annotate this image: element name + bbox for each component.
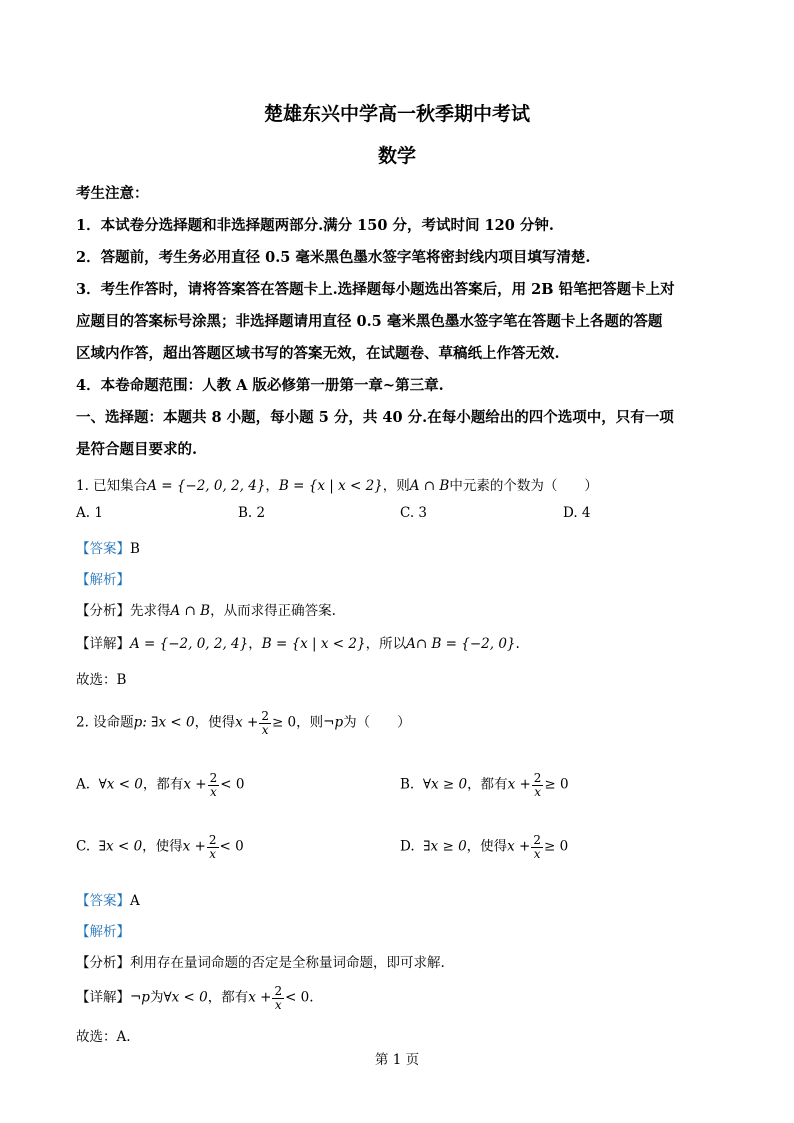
q1-answer-label: 【答案】 [76,541,130,557]
notice-item-3-cont-1: 应题目的答案标号涂黑；非选择题请用直径 0.5 毫米黑色墨水签字笔在答题卡上各题的答题 [76,313,663,330]
q2-detail-frac-den: x [274,997,282,1012]
q2-option-d-frac-num: 2 [533,833,542,847]
q1-answer-value: B [130,541,140,557]
q1-fenxi [76,599,336,619]
q2-option-c-lhs: x + [182,838,206,855]
q2-option-d [400,834,568,860]
q2-detail-mid: ，都有 [207,989,249,1006]
q2-option-b [400,772,569,798]
q2-analysis-label: 【解析】 [76,924,130,940]
q2-fraction [259,710,271,736]
q1-sep: ， [265,478,279,494]
q1-detail-a: A = {−2, 0, 2, 4} [130,636,249,652]
q1-suffix: 中元素的个数为（ ） [449,478,598,494]
q1-fenxi-b: ，从而求得正确答案. [210,603,336,619]
q2-option-a-mid: ，都有 [142,776,184,793]
q2-answer [76,889,140,909]
q2-option-d-rhs: ≥ 0 [544,838,569,855]
q2-condition: : ∃x < 0 [142,714,195,731]
q2-detail-fraction [272,985,284,1011]
q2-option-c-frac-num: 2 [208,833,217,847]
q2-mid: ，使得 [194,714,236,731]
q1-set-b: B = {x | x < 2} [278,478,383,494]
q2-tail-a: ，则 [296,714,324,731]
notice-item-2: 2．答题前，考生务必用直径 0.5 毫米黑色墨水签字笔将密封线内项目填写清楚. [76,249,591,266]
q2-option-c-label: C. [76,838,91,855]
notice-item-3: 3．考生作答时，请将答案答在答题卡上.选择题每小题选出答案后，用 2B 铅笔把答题卡上对 [76,281,675,298]
q1-option-d: D. 4 [563,505,591,521]
question-2 [76,710,411,736]
q2-option-c [76,834,244,860]
q2-option-b-lhs: x + [507,776,531,793]
q2-detail-label: 【详解】 [76,989,130,1006]
q2-option-d-label: D. [400,838,415,855]
q2-detail-notp: ¬p [130,989,150,1006]
section-heading-line-2: 是符合题目要求的. [76,441,198,458]
q2-option-a-frac-num: 2 [209,771,218,785]
q1-fenxi-expr: A ∩ B [170,603,211,619]
q2-option-d-mid: ，使得 [466,838,508,855]
q2-option-b-rhs: ≥ 0 [544,776,569,793]
q2-option-a-quantifier: ∀x < 0 [98,776,143,793]
q2-option-a-frac-den: x [210,784,217,799]
q2-notp: ¬p [323,714,344,731]
question-1 [76,474,598,494]
q1-set-a: A = {−2, 0, 2, 4} [147,478,266,494]
q2-option-d-frac-den: x [533,846,541,861]
q2-frac-num: 2 [261,709,269,723]
q2-expr-rhs: ≥ 0 [271,714,297,731]
q2-option-d-quantifier: ∃x ≥ 0 [423,838,467,855]
q1-detail-b: B = {x | x < 2} [261,636,366,652]
q2-option-a [76,772,244,798]
q2-option-d-lhs: x + [507,838,531,855]
q2-fenxi-label: 【分析】 [76,955,130,971]
q2-detail-quantifier: ∀x < 0 [163,989,208,1006]
notice-item-3-cont-2: 区域内作答，超出答题区域书写的答案无效，在试题卷、草稿纸上作答无效. [76,345,560,362]
exam-title: 楚雄东兴中学高一秋季期中考试 [263,103,530,125]
q2-option-b-quantifier: ∀x ≥ 0 [422,776,468,793]
q2-option-c-rhs: < 0 [219,838,244,855]
q2-choose: 故选：A. [76,1029,131,1045]
q2-option-b-frac-den: x [534,784,541,799]
q1-fenxi-a: 先求得 [130,603,171,619]
q2-fenxi-text: 利用存在量词命题的否定是全称量词命题，即可求解. [130,955,445,971]
exam-subject: 数学 [377,145,416,167]
q1-detail [76,632,520,652]
q2-detail-end: . [309,989,314,1006]
q2-detail [76,985,314,1011]
q2-option-c-mid: ，使得 [142,838,183,855]
q2-option-c-fraction [207,834,219,860]
q1-prefix: 1. 已知集合 [76,478,148,494]
notice-heading: 考生注意： [76,185,149,202]
q2-expr-lhs: x + [235,714,259,731]
q1-intersection: A ∩ B [409,478,450,494]
q2-detail-a: 为 [149,989,164,1006]
q2-prefix: 2. 设命题 [76,714,134,731]
q2-option-a-fraction [208,772,220,798]
q1-detail-sep: ， [248,636,262,652]
q2-detail-lhs: x + [248,989,272,1006]
q2-option-b-frac-num: 2 [533,771,542,785]
q1-answer [76,537,140,557]
section-heading-line-1: 一、选择题：本题共 8 小题，每小题 5 分，共 40 分.在每小题给出的四个选项中，只有一项 [76,409,674,426]
q2-frac-den: x [261,722,269,737]
q1-middle: ，则 [382,478,410,494]
q1-option-a: A. 1 [76,505,103,521]
q2-answer-value: A [130,893,140,909]
q1-analysis-label: 【解析】 [76,572,130,588]
page-number: 第 1 页 [374,1052,420,1068]
q2-tail-b: 为（ ） [343,714,411,731]
q2-option-b-fraction [532,772,544,798]
notice-item-1: 1．本试卷分选择题和非选择题两部分.满分 150 分，考试时间 120 分钟. [76,217,554,234]
q2-option-b-label: B. [400,776,415,793]
q2-option-c-quantifier: ∃x < 0 [98,838,143,855]
q1-detail-c: A∩ B = {−2, 0} [406,636,516,652]
q2-option-b-mid: ，都有 [467,776,508,793]
q1-fenxi-label: 【分析】 [76,603,130,619]
q2-p: p [133,714,143,731]
q2-option-a-lhs: x + [183,776,207,793]
q2-option-d-fraction [531,834,543,860]
q2-detail-rhs: < 0 [285,989,310,1006]
q1-detail-end: . [515,636,520,652]
q1-choose: 故选：B [76,672,127,688]
q2-option-a-rhs: < 0 [220,776,245,793]
q2-detail-frac-num: 2 [274,984,283,998]
notice-item-4: 4．本卷命题范围：人教 A 版必修第一册第一章~第三章. [76,377,444,394]
q2-option-a-label: A. [76,776,91,793]
q1-option-b: B. 2 [238,505,266,521]
q2-answer-label: 【答案】 [76,893,130,909]
q2-option-c-frac-den: x [209,846,217,861]
q1-option-c: C. 3 [400,505,428,521]
q2-fenxi [76,951,445,971]
q1-detail-mid: ，所以 [365,636,407,652]
q1-detail-label: 【详解】 [76,636,130,652]
